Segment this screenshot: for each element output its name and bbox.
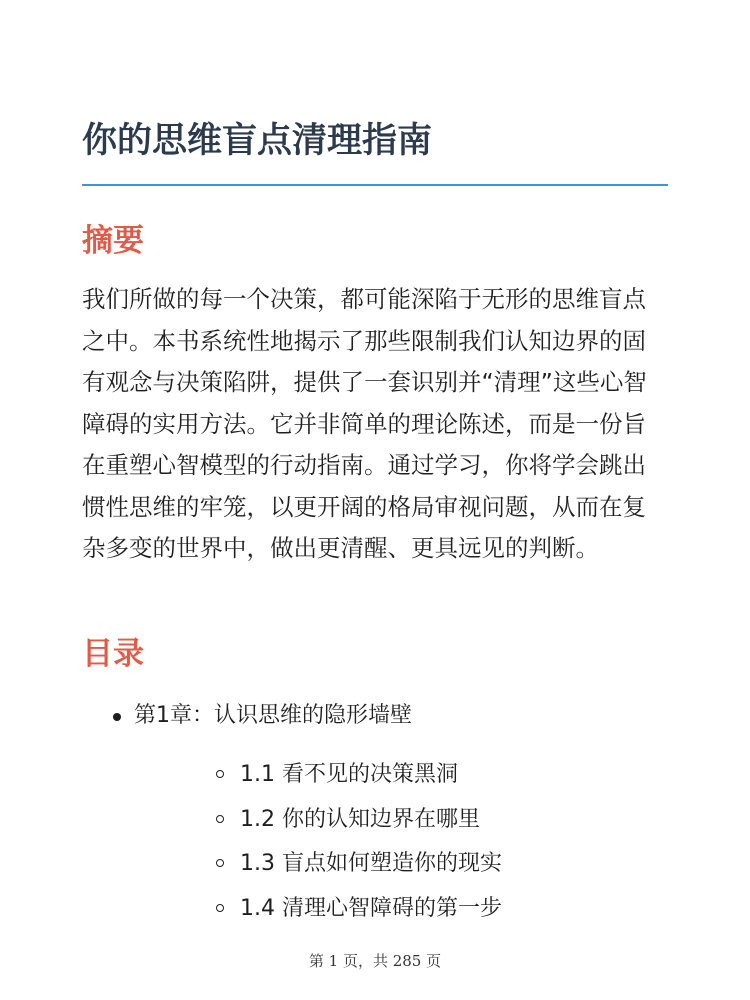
bullet-circle-icon xyxy=(216,859,224,867)
title-divider xyxy=(82,184,668,186)
bullet-circle-icon xyxy=(216,904,224,912)
toc-section-label: 1.1 看不见的决策黑洞 xyxy=(240,762,458,787)
page-number-footer: 第 1 页，共 285 页 xyxy=(308,952,442,970)
toc-heading: 目录 xyxy=(82,636,144,672)
toc-chapter-label: 第1章：认识思维的隐形墙壁 xyxy=(134,703,412,728)
abstract-paragraph: 我们所做的每一个决策，都可能深陷于无形的思维盲点之中。本书系统性地揭示了那些限制我们认知边界的固有观念与决策陷阱，提供了一套识别并“清理”这些心智障碍的实用方法。它并非简单的理论陈述，而是一份旨在重塑心智模型的行动指南。通过学习，你将学会跳出惯性思维的牢笼，以更开阔的格局审视问题，从而在复杂多变的世界中，做出更清醒、更具远见的判断。 xyxy=(82,285,647,562)
toc-section-label: 1.4 清理心智障碍的第一步 xyxy=(240,895,502,921)
toc-section-label: 1.3 盲点如何塑造你的现实 xyxy=(240,851,502,876)
abstract-heading: 摘要 xyxy=(82,223,144,259)
toc-section-1-2[interactable] xyxy=(134,798,668,843)
toc-section-1-3[interactable] xyxy=(134,842,668,887)
toc-section-1-4[interactable] xyxy=(134,887,668,932)
toc-chapter-1[interactable] xyxy=(82,695,668,931)
toc-section-label: 1.2 你的认知边界在哪里 xyxy=(240,806,480,832)
toc-section-1-1[interactable] xyxy=(134,753,668,798)
bullet-circle-icon xyxy=(216,770,224,778)
bullet-disc-icon xyxy=(113,713,121,721)
document-title: 你的思维盲点清理指南 xyxy=(82,121,433,161)
bullet-circle-icon xyxy=(216,815,224,823)
toc-list xyxy=(82,695,668,931)
toc-section-list xyxy=(134,753,668,931)
